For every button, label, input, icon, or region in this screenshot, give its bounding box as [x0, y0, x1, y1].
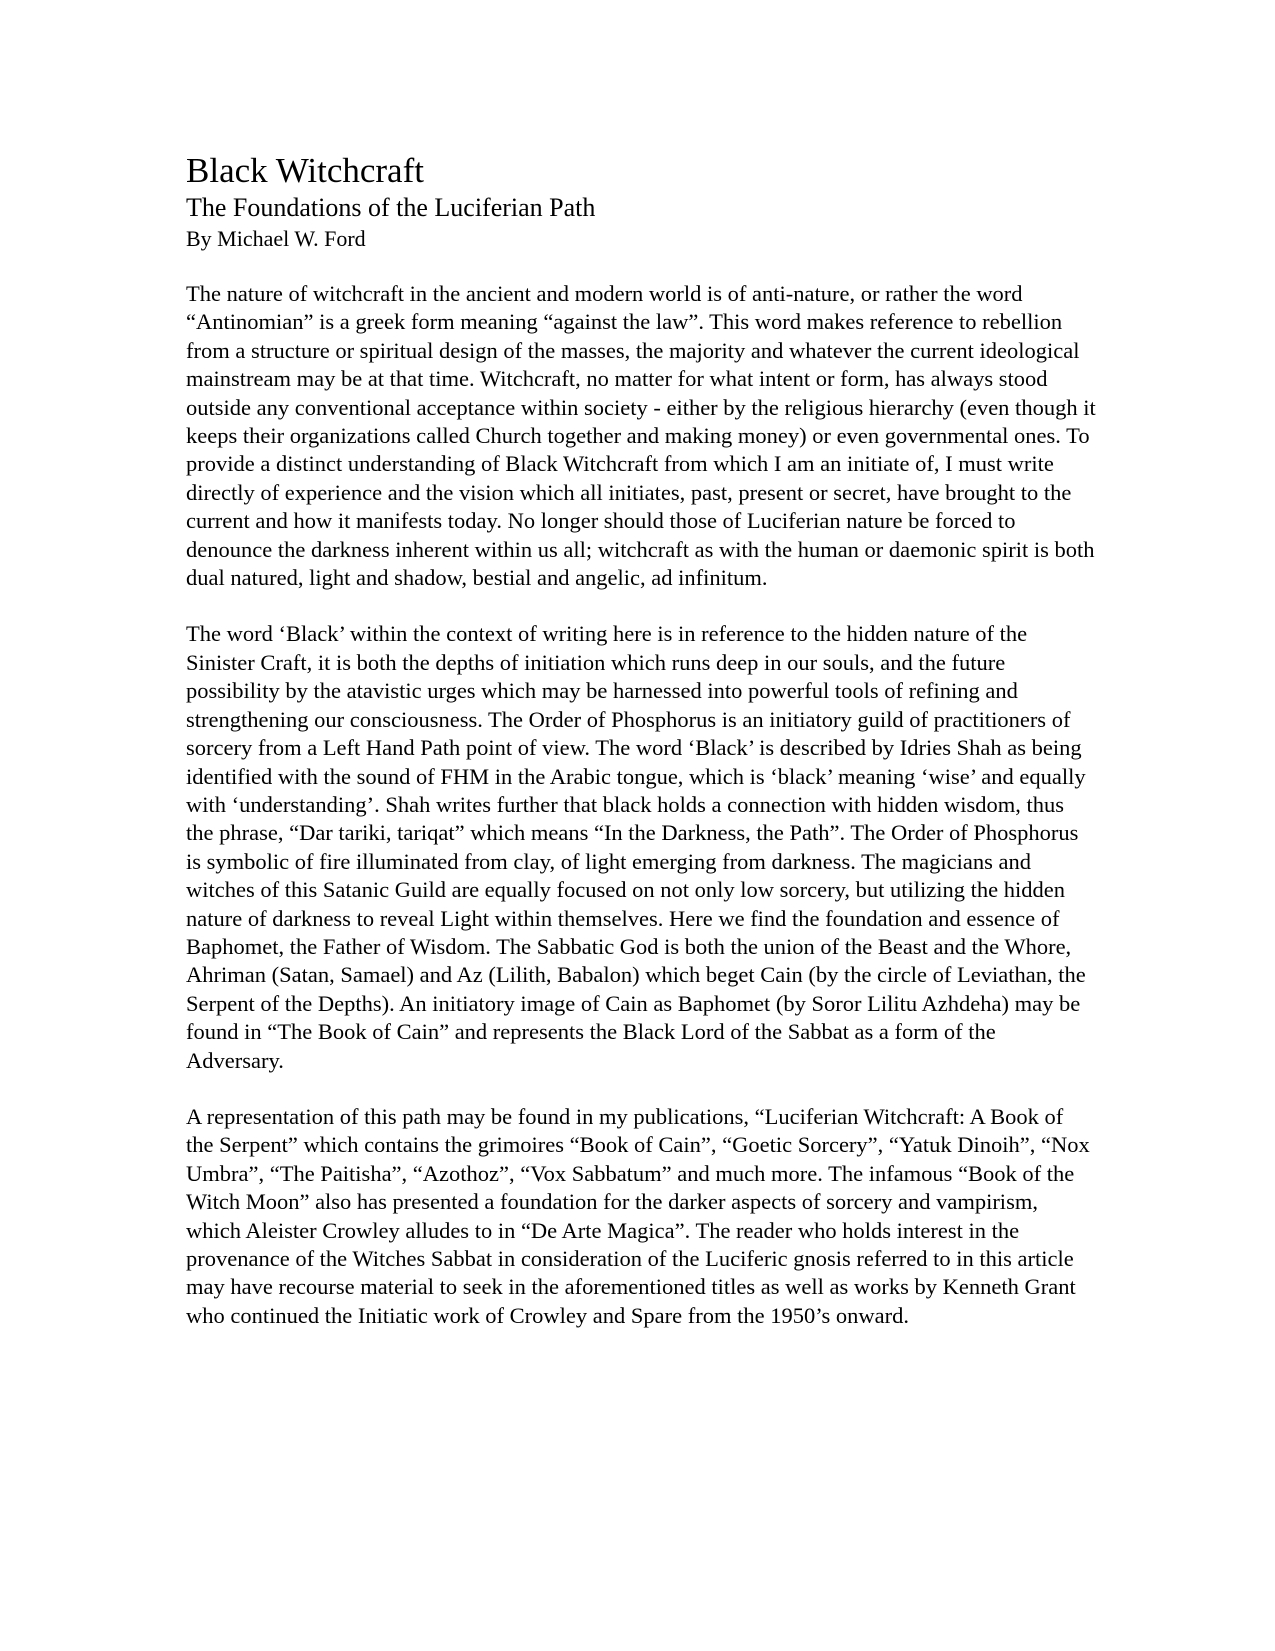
paragraph-2: The word ‘Black’ within the context of writing here is in reference to the hidden nature of the Sinister Craft, it is both the depths of initiation which runs deep in our souls, and the future possibility by the atavistic urges which may be harnessed into powerful tools of refining and strengthening our consciousness. The Order of Phosphorus is an initiatory guild of practitioners of sorcery from a Left Hand Path point of view. The word ‘Black’ is described by Idries Shah as being identified with the sound of FHM in the Arabic tongue, which is ‘black’ meaning ‘wise’ and equally with ‘understanding’. Shah writes further that black holds a connection with hidden wisdom, thus the phrase, “Dar tariki, tariqat” which means “In the Darkness, the Path”. The Order of Phosphorus is symbolic of fire illuminated from clay, of light emerging from darkness. The magicians and witches of this Satanic Guild are equally focused on not only low sorcery, but utilizing the hidden nature of darkness to reveal Light within themselves. Here we find the foundation and essence of Baphomet, the Father of Wisdom. The Sabbatic God is both the union of the Beast and the Whore, Ahriman (Satan, Samael) and Az (Lilith, Babalon) which beget Cain (by the circle of Leviathan, the Serpent of the Depths). An initiatory image of Cain as Baphomet (by Soror Lilitu Azhdeha) may be found in “The Book of Cain” and represents the Black Lord of the Sabbat as a form of the Adversary.: [186, 621, 1086, 1073]
paragraph-3: A representation of this path may be found in my publications, “Luciferian Witchcraft: A Book of the Serpent” which contains the grimoires “Book of Cain”, “Goetic Sorcery”, “Yatuk Dinoih”, “Nox Umbra”, “The Paitisha”, “Azothoz”, “Vox Sabbatum” and much more. The infamous “Book of the Witch Moon” also has presented a foundation for the darker aspects of sorcery and vampirism, which Aleister Crowley alludes to in “De Arte Magica”. The reader who holds interest in the provenance of the Witches Sabbat in consideration of the Luciferic gnosis referred to in this article may have recourse material to seek in the aforementioned titles as well as works by Kenneth Grant who continued the Initiatic work of Crowley and Spare from the 1950’s onward.: [186, 1103, 1090, 1328]
document-page: [186, 150, 1096, 1358]
paragraph-1: The nature of witchcraft in the ancient and modern world is of anti-nature, or rather the word “Antinomian” is a greek form meaning “against the law”. This word makes reference to rebellion from a structure or spiritual design of the masses, the majority and whatever the current ideological mainstream may be at that time. Witchcraft, no matter for what intent or form, has always stood outside any conventional acceptance within society - either by the religious hierarchy (even though it keeps their organizations called Church together and making money) or even governmental ones. To provide a distinct understanding of Black Witchcraft from which I am an initiate of, I must write directly of experience and the vision which all initiates, past, present or secret, have brought to the current and how it manifests today. No longer should those of Luciferian nature be forced to denounce the darkness inherent within us all; witchcraft as with the human or daemonic spirit is both dual natured, light and shadow, bestial and angelic, ad infinitum.: [186, 281, 1096, 591]
document-title: Black Witchcraft: [186, 151, 424, 190]
author-byline: By Michael W. Ford: [186, 226, 366, 251]
document-subtitle: The Foundations of the Luciferian Path: [186, 193, 596, 222]
